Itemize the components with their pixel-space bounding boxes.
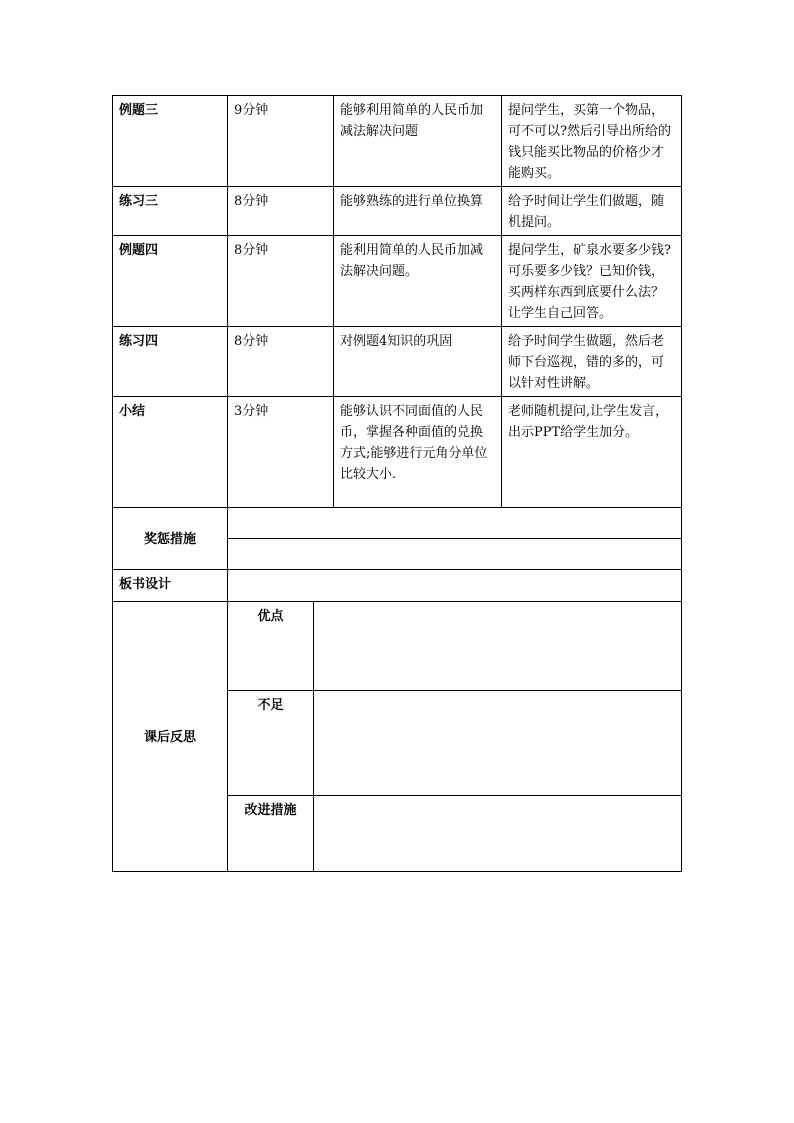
table-row xyxy=(113,187,682,236)
learning-goal: 能利用简单的人民币加减法解决问题。 xyxy=(334,236,502,327)
lesson-plan-table xyxy=(112,95,682,872)
learning-goal: 能够认识不同面值的人民币，掌握各种面值的兑换方式;能够进行元角分单位比较大小. xyxy=(334,397,502,508)
reflection-row xyxy=(113,602,682,691)
section-name: 小结 xyxy=(113,397,228,508)
duration: 8分钟 xyxy=(228,327,334,397)
weaknesses-label: 不足 xyxy=(228,691,314,796)
teaching-method: 给予时间让学生们做题，随机提问。 xyxy=(502,187,682,236)
reward-label: 奖惩措施 xyxy=(113,508,228,570)
reward-row xyxy=(113,508,682,539)
learning-goal: 能够熟练的进行单位换算 xyxy=(334,187,502,236)
duration: 3分钟 xyxy=(228,397,334,508)
table-row xyxy=(113,96,682,187)
duration: 8分钟 xyxy=(228,236,334,327)
teaching-method: 老师随机提问,让学生发言，出示PPT给学生加分。 xyxy=(502,397,682,508)
strengths-cell xyxy=(314,602,682,691)
improvements-cell xyxy=(314,796,682,872)
section-name: 例题三 xyxy=(113,96,228,187)
table-row xyxy=(113,397,682,508)
board-cell xyxy=(228,570,682,602)
table-row xyxy=(113,327,682,397)
board-label: 板书设计 xyxy=(113,570,228,602)
section-name: 练习四 xyxy=(113,327,228,397)
reward-cell-bottom xyxy=(228,539,682,570)
duration: 9分钟 xyxy=(228,96,334,187)
strengths-label: 优点 xyxy=(228,602,314,691)
section-name: 例题四 xyxy=(113,236,228,327)
improvements-label: 改进措施 xyxy=(228,796,314,872)
duration: 8分钟 xyxy=(228,187,334,236)
board-row xyxy=(113,570,682,602)
reward-cell-top xyxy=(228,508,682,539)
table-row xyxy=(113,236,682,327)
teaching-method: 提问学生，买第一个物品，可不可以?然后引导出所给的钱只能买比物品的价格少才能购买。 xyxy=(502,96,682,187)
teaching-method: 提问学生，矿泉水要多少钱?可乐要多少钱？已知价钱，买两样东西到底要什么法？让学生自己回答。 xyxy=(502,236,682,327)
weaknesses-cell xyxy=(314,691,682,796)
learning-goal: 对例题4知识的巩固 xyxy=(334,327,502,397)
section-name: 练习三 xyxy=(113,187,228,236)
teaching-method: 给予时间学生做题，然后老师下台巡视，错的多的，可以针对性讲解。 xyxy=(502,327,682,397)
reflection-label: 课后反思 xyxy=(113,602,228,872)
learning-goal: 能够利用简单的人民币加减法解决问题 xyxy=(334,96,502,187)
